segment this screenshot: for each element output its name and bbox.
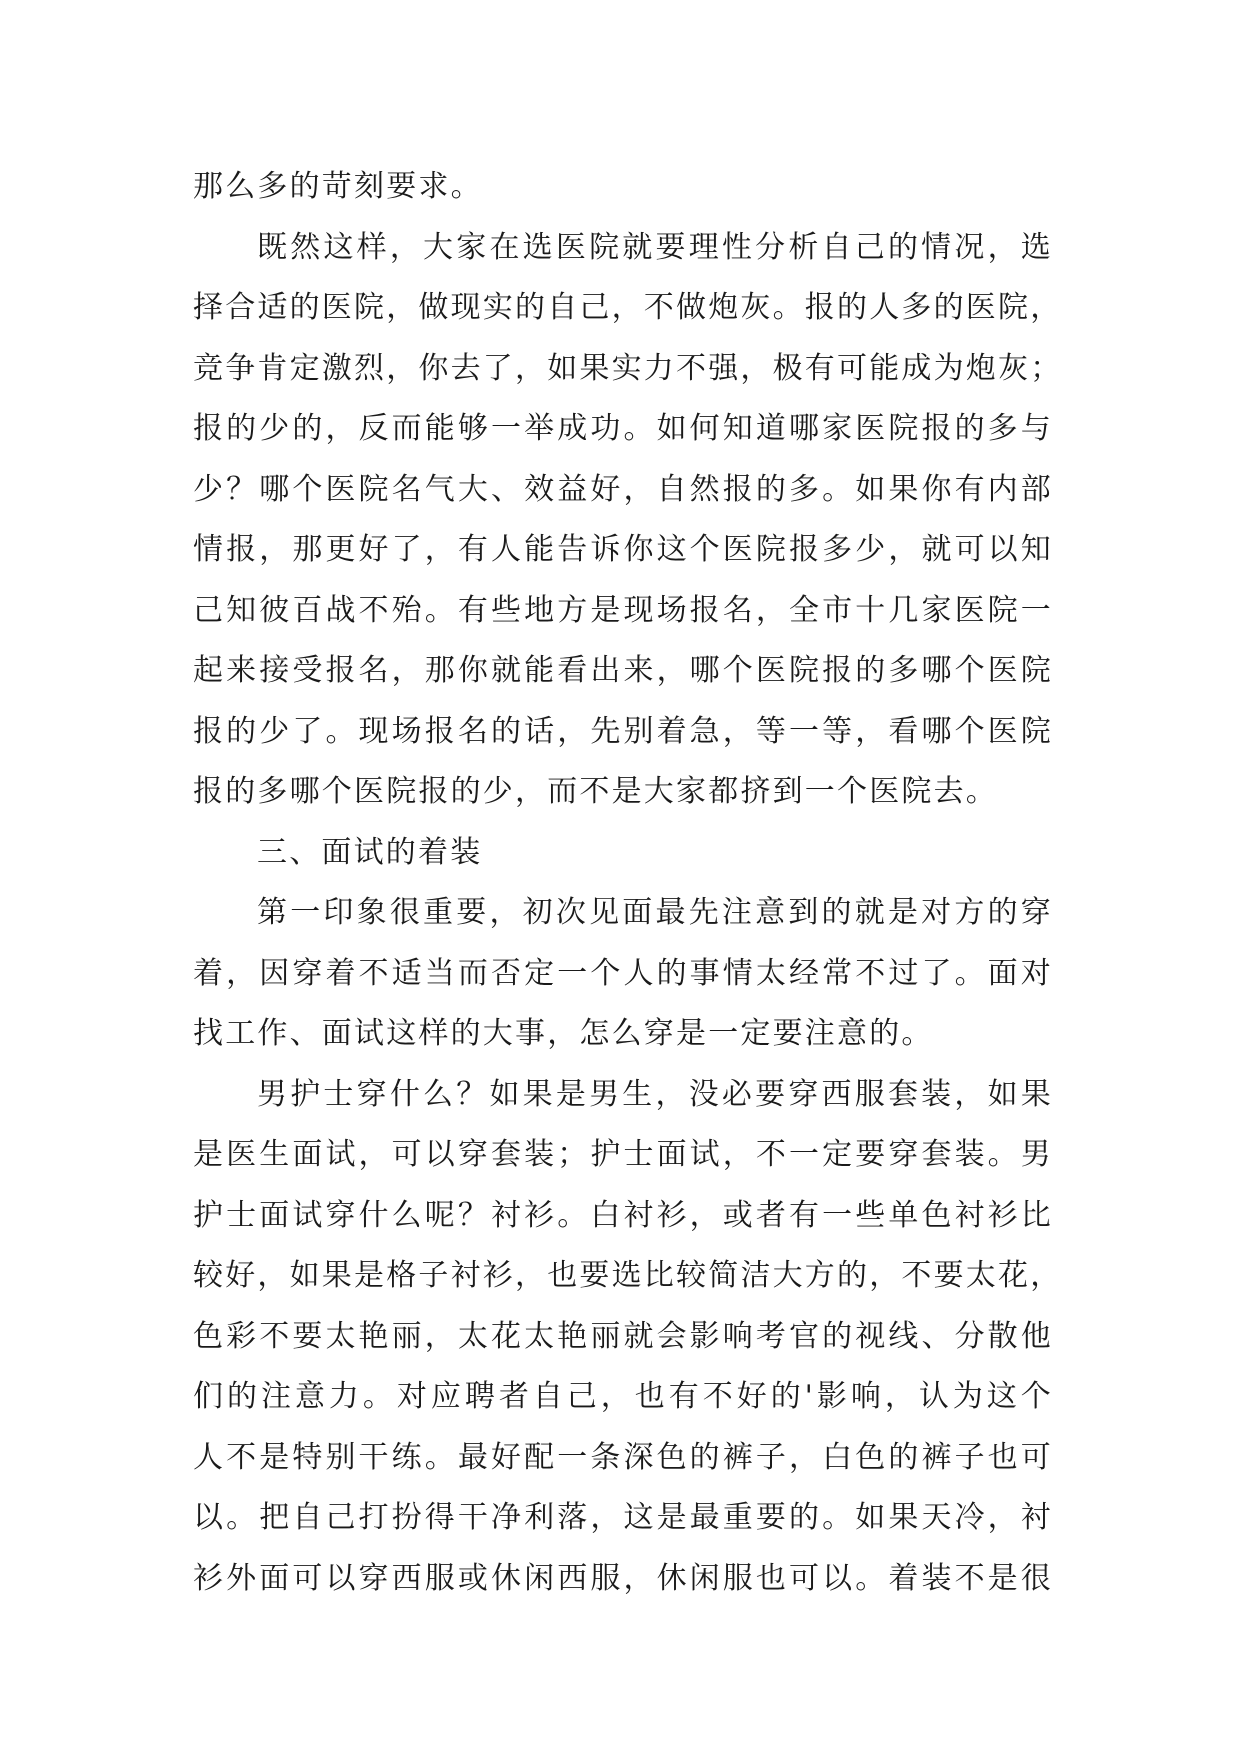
paragraph-line: 男护士穿什么？如果是男生，没必要穿西服套装，如果 [257,1076,1053,1112]
paragraph-line: 择合适的医院，做现实的自己，不做炮灰。报的人多的医院， [193,290,1063,325]
paragraph-line: 护士面试穿什么呢？衬衫。白衬衫，或者有一些单色衬衫比 [193,1197,1053,1233]
paragraph-line: 少？哪个医院名气大、效益好，自然报的多。如果你有内部 [193,471,1053,507]
document-body [193,157,1063,1609]
paragraph-line: 既然这样，大家在选医院就要理性分析自己的情况，选 [257,229,1053,265]
paragraph-line: 报的少了。现场报名的话，先别着急，等一等，看哪个医院 [193,713,1053,749]
paragraph-line: 较好，如果是格子衬衫，也要选比较简洁大方的，不要太花， [193,1258,1063,1293]
paragraph-line: 色彩不要太艳丽，太花太艳丽就会影响考官的视线、分散他 [193,1318,1053,1354]
paragraph-line: 报的多哪个医院报的少，而不是大家都挤到一个医院去。 [193,774,998,809]
paragraph-line: 们的注意力。对应聘者自己，也有不好的'影响，认为这个 [193,1379,1053,1414]
paragraph-line: 竞争肯定激烈，你去了，如果实力不强，极有可能成为炮灰； [193,350,1063,386]
paragraph-line: 情报，那更好了，有人能告诉你这个医院报多少，就可以知 [193,532,1053,567]
paragraph-line: 找工作、面试这样的大事，怎么穿是一定要注意的。 [193,1016,934,1051]
paragraph-line: 第一印象很重要，初次见面最先注意到的就是对方的穿 [257,895,1053,930]
paragraph-line: 那么多的苛刻要求。 [193,169,483,204]
section-heading: 三、面试的着装 [257,834,483,870]
paragraph-line: 着，因穿着不适当而否定一个人的事情太经常不过了。面对 [193,955,1053,991]
paragraph-line: 报的少的，反而能够一举成功。如何知道哪家医院报的多与 [193,411,1053,446]
paragraph-line: 起来接受报名，那你就能看出来，哪个医院报的多哪个医院 [193,653,1053,688]
paragraph-line: 己知彼百战不殆。有些地方是现场报名，全市十几家医院一 [193,592,1053,628]
paragraph-line: 人不是特别干练。最好配一条深色的裤子，白色的裤子也可 [193,1439,1053,1475]
paragraph-line: 以。把自己打扮得干净利落，这是最重要的。如果天冷，衬 [193,1500,1053,1535]
paragraph-line: 是医生面试，可以穿套装；护士面试，不一定要穿套装。男 [193,1137,1053,1172]
paragraph-line: 衫外面可以穿西服或休闲西服，休闲服也可以。着装不是很 [193,1560,1053,1596]
